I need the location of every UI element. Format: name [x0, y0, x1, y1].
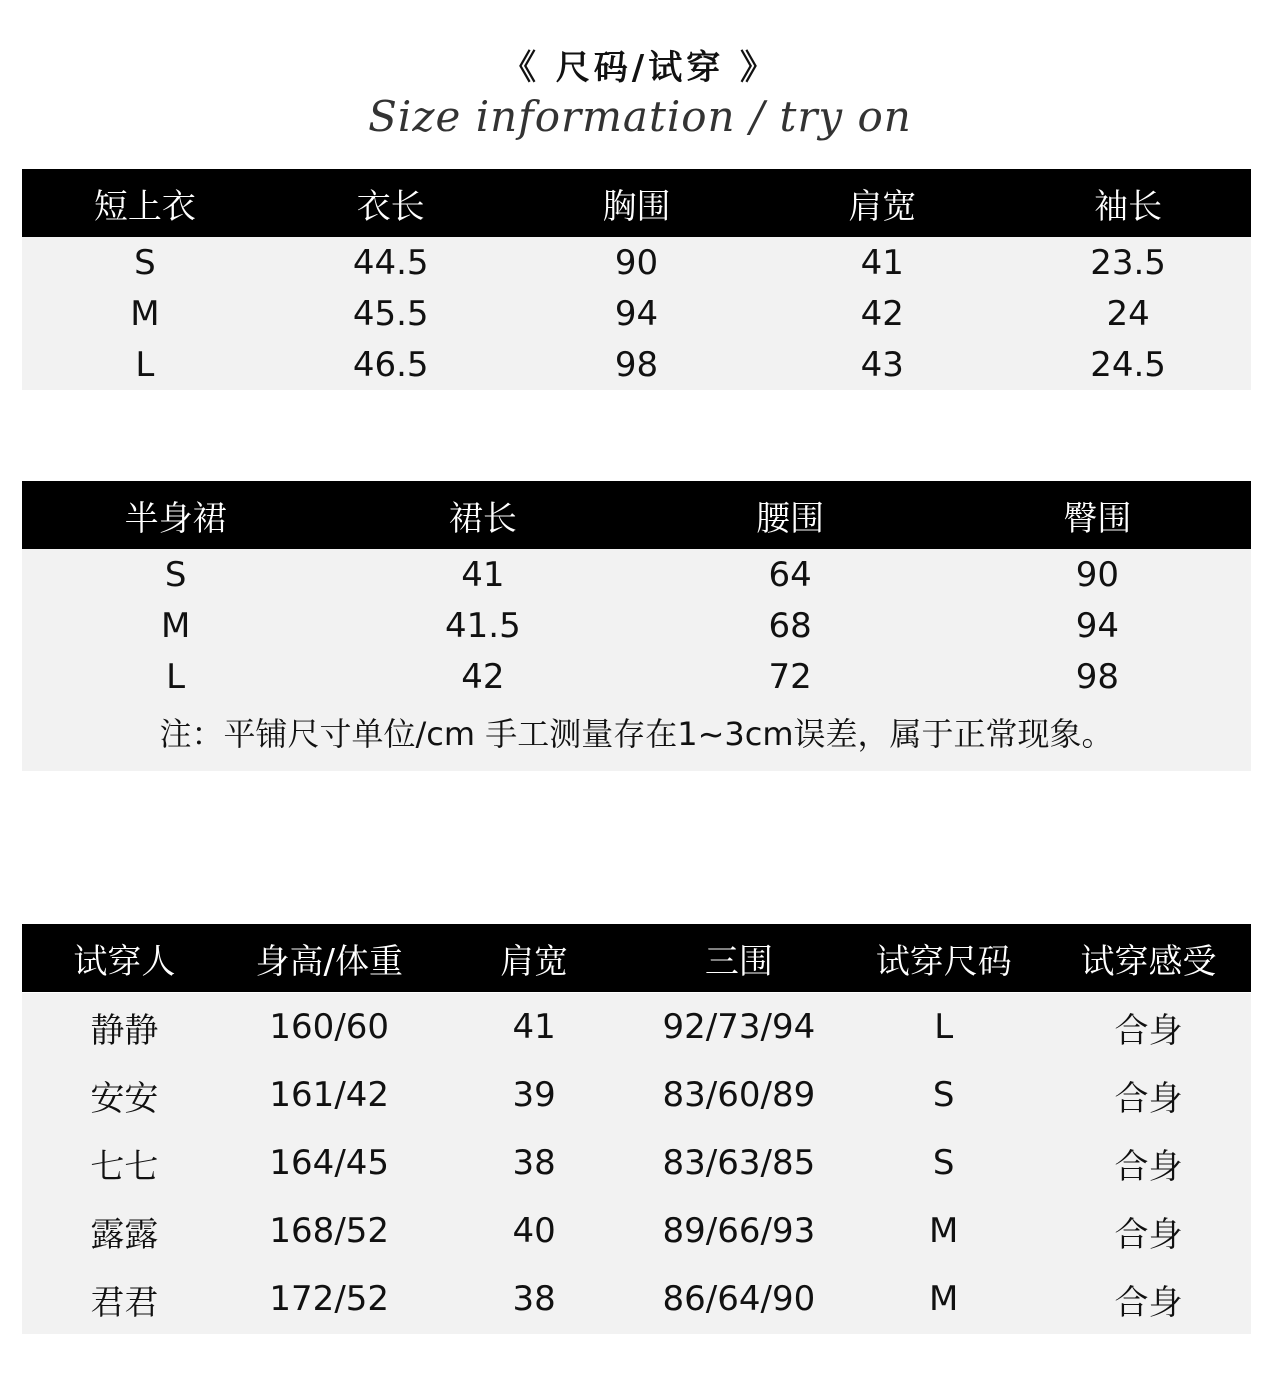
table-cell: 64: [768, 554, 812, 595]
table-cell: 露露: [90, 1214, 159, 1255]
table-cell: 90: [614, 242, 659, 283]
header-cell: 试穿感受: [1080, 941, 1217, 982]
header-cell: 胸围: [602, 186, 671, 227]
table-cell: 86/64/90: [662, 1279, 816, 1319]
table-cell: S: [932, 1075, 955, 1115]
table-row: [22, 1061, 1251, 1129]
table-cell: 41: [461, 554, 505, 595]
table-header: [22, 924, 1251, 992]
table-cell: 46.5: [352, 344, 429, 385]
measurement-note: 注：平铺尺寸单位/cm 手工测量存在1~3cm误差，属于正常现象。: [159, 714, 1114, 753]
table-cell: L: [135, 344, 155, 385]
table-cell: 98: [614, 344, 659, 385]
table-cell: 94: [1075, 605, 1119, 646]
table-cell: 98: [1075, 656, 1119, 697]
table-row: [22, 993, 1251, 1061]
table-row: [22, 1265, 1251, 1333]
table-cell: S: [164, 554, 187, 595]
table-cell: 94: [614, 293, 659, 334]
try-on-table: [22, 924, 1251, 1334]
table-cell: 39: [512, 1075, 556, 1115]
table-cell: 68: [768, 605, 812, 646]
table-row: [22, 339, 1251, 390]
table-cell: 44.5: [352, 242, 429, 283]
header-cell: 身高/体重: [255, 941, 403, 982]
table-row: [22, 237, 1251, 288]
table-body: [22, 993, 1251, 1334]
table-header: [22, 481, 1251, 549]
header-cell: 肩宽: [848, 186, 917, 227]
table-cell: 38: [512, 1279, 556, 1319]
header-cell: 臀围: [1063, 498, 1132, 539]
table-body: [22, 549, 1251, 771]
table-cell: 42: [461, 656, 505, 697]
header-cell: 半身裙: [124, 498, 227, 539]
table-cell: 24.5: [1090, 344, 1166, 385]
table-cell: 合身: [1114, 1078, 1183, 1119]
table-cell: 41: [512, 1007, 556, 1047]
header-cell: 短上衣: [93, 186, 196, 227]
table-body: [22, 237, 1251, 390]
table-cell: 安安: [90, 1078, 159, 1119]
table-cell: 合身: [1114, 1214, 1183, 1255]
table-row: [22, 549, 1251, 600]
table-cell: 72: [768, 656, 812, 697]
table-cell: M: [929, 1279, 959, 1319]
header-cell: 袖长: [1094, 186, 1163, 227]
skirt-size-table: [22, 481, 1251, 771]
header-cell: 腰围: [756, 498, 825, 539]
table-cell: 23.5: [1090, 242, 1166, 283]
header-cell: 肩宽: [500, 941, 569, 982]
table-cell: 161/42: [269, 1075, 390, 1115]
table-row: [22, 1197, 1251, 1265]
table-cell: M: [160, 605, 191, 646]
table-cell: L: [166, 656, 186, 697]
table-header: [22, 169, 1251, 237]
table-cell: 七七: [90, 1146, 159, 1187]
table-cell: 41.5: [445, 605, 521, 646]
table-cell: 42: [860, 293, 904, 334]
page-title: 《 尺码/试穿 》: [501, 48, 779, 88]
table-cell: 合身: [1114, 1146, 1183, 1187]
table-cell: 45.5: [352, 293, 429, 334]
table-cell: 164/45: [269, 1143, 390, 1183]
header-cell: 裙长: [448, 498, 517, 539]
table-cell: 合身: [1114, 1282, 1183, 1323]
table-cell: 90: [1075, 554, 1119, 595]
table-cell: 168/52: [269, 1211, 390, 1251]
table-cell: 43: [860, 344, 904, 385]
header-cell: 衣长: [356, 186, 425, 227]
header-cell: 试穿人: [73, 941, 176, 982]
page-subtitle: Size information / try on: [368, 92, 912, 141]
table-cell: 83/60/89: [662, 1075, 816, 1115]
table-cell: 38: [512, 1143, 556, 1183]
table-cell: 41: [860, 242, 904, 283]
table-cell: 君君: [90, 1282, 159, 1323]
table-cell: 89/66/93: [662, 1211, 816, 1251]
table-row: [22, 288, 1251, 339]
table-cell: S: [134, 242, 156, 283]
table-cell: M: [929, 1211, 959, 1251]
table-row: [22, 1129, 1251, 1197]
table-cell: 合身: [1114, 1010, 1183, 1051]
table-row: [22, 651, 1251, 702]
table-cell: 40: [512, 1211, 556, 1251]
table-row: [22, 600, 1251, 651]
table-cell: 83/63/85: [662, 1143, 816, 1183]
table-cell: M: [130, 293, 160, 334]
header-cell: 三围: [704, 941, 773, 982]
header-cell: 试穿尺码: [875, 941, 1012, 982]
table-cell: 24: [1106, 293, 1150, 334]
top-size-table: [22, 169, 1251, 390]
table-cell: 静静: [90, 1010, 159, 1051]
table-cell: L: [934, 1007, 954, 1047]
table-cell: S: [932, 1143, 955, 1183]
table-cell: 160/60: [269, 1007, 390, 1047]
table-cell: 92/73/94: [662, 1007, 816, 1047]
table-cell: 172/52: [269, 1279, 390, 1319]
